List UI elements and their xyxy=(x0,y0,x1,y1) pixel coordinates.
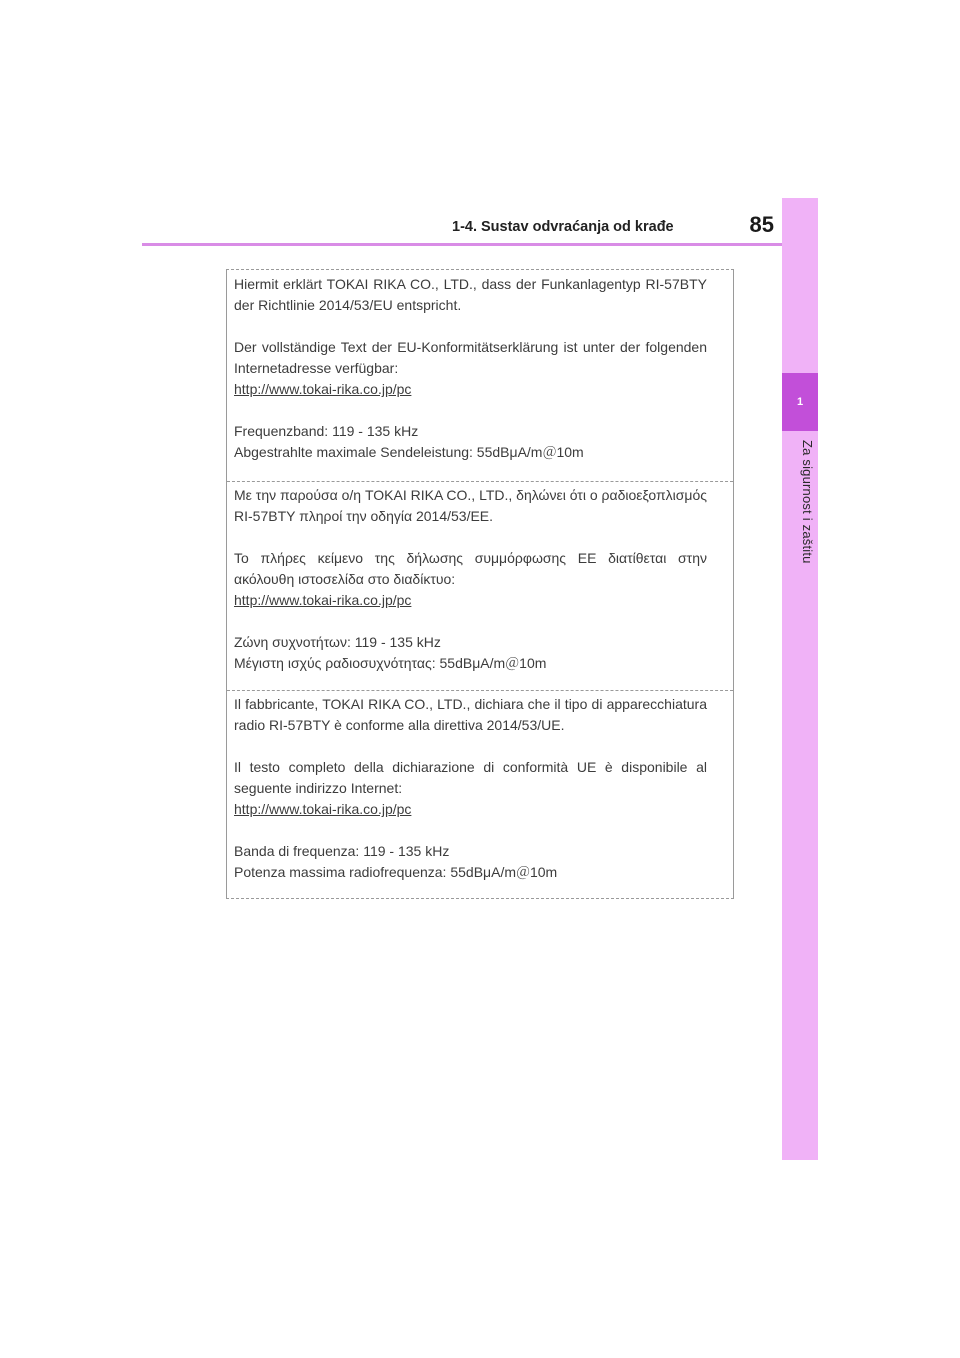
max-power-text: Μέγιστη ισχύς ραδιοσυχνότητας: 55dBμA/m＠10m xyxy=(234,655,547,671)
chapter-number-marker xyxy=(782,373,818,431)
chapter-side-tab xyxy=(782,198,818,1160)
declaration-text: Il fabbricante, TOKAI RIKA CO., LTD., dichiara che il tipo di apparecchiatura radio RI-57BTY è conforme alla direttiva 2014/53/UE. xyxy=(234,696,707,733)
conformity-url-link[interactable]: http://www.tokai-rika.co.jp/pc xyxy=(234,592,412,608)
notice-block-italian xyxy=(227,690,733,883)
conformity-url-link[interactable]: http://www.tokai-rika.co.jp/pc xyxy=(234,381,412,397)
frequency-band-text: Ζώνη συχνοτήτων: 119 - 135 kHz xyxy=(234,634,441,650)
max-power-text: Abgestrahlte maximale Sendeleistung: 55dBμA/m＠10m xyxy=(234,444,584,460)
availability-text: Il testo completo della dichiarazione di conformità UE è disponibile al seguente indirizzo Internet: xyxy=(234,759,707,796)
chapter-number: 1 xyxy=(796,396,804,408)
max-power-text: Potenza massima radiofrequenza: 55dBμA/m＠10m xyxy=(234,864,558,880)
declaration-text: Με την παρούσα ο/η TOKAI RIKA CO., LTD., δηλώνει ότι ο ραδιοεξοπλισμός RI-57BTY πληροί την οδηγία 2014/53/ΕΕ. xyxy=(234,487,707,524)
eu-conformity-notice xyxy=(226,269,734,899)
notice-block-german xyxy=(227,270,733,463)
section-title: 1-4. Sustav odvraćanja od krađe xyxy=(452,219,674,235)
header-rule xyxy=(142,243,782,246)
declaration-text: Hiermit erklärt TOKAI RIKA CO., LTD., dass der Funkanlagentyp RI-57BTY der Richtlinie 2014/53/EU entspricht. xyxy=(234,276,707,313)
chapter-title: Za sigurnost i zaštitu xyxy=(800,440,815,564)
frequency-band-text: Banda di frequenza: 119 - 135 kHz xyxy=(234,843,450,859)
page-number: 85 xyxy=(749,212,774,237)
conformity-url-link[interactable]: http://www.tokai-rika.co.jp/pc xyxy=(234,801,412,817)
frequency-band-text: Frequenzband: 119 - 135 kHz xyxy=(234,423,419,439)
availability-text: Το πλήρες κείμενο της δήλωσης συμμόρφωσης ΕΕ διατίθεται στην ακόλουθη ιστοσελίδα στο διαδίκτυο: xyxy=(234,550,707,587)
availability-text: Der vollständige Text der EU-Konformitätserklärung ist unter der folgenden Internetadresse verfügbar: xyxy=(234,339,707,376)
notice-block-greek xyxy=(227,481,733,674)
